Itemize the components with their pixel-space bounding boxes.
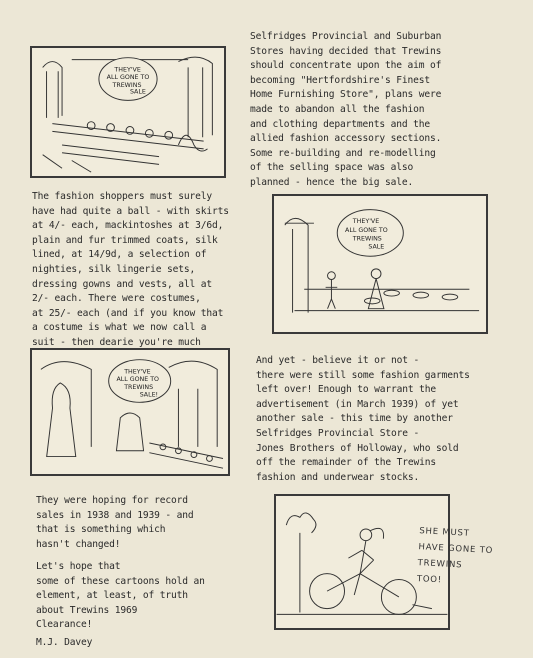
cartoon-shop-interior-drawing <box>32 48 224 176</box>
cartoon-2-bubble-line-4: SALE <box>368 243 385 251</box>
cartoon-empty-store <box>272 194 488 334</box>
cartoon-3-bubble-line-4: SALE! <box>139 391 159 399</box>
cartoon-1-bubble-line-3: TREWINS <box>112 81 142 89</box>
cartoon-2-bubble-line-1: THEY'VE <box>352 218 380 226</box>
paragraph-record-sales: They were hoping for record sales in 1938 and 1939 - and that is something which hasn't changed! <box>36 495 194 550</box>
paragraph-selfridges-plans: Selfridges Provincial and Suburban Stores having decided that Trewins should concentrate upon the aim of becoming "Hertfordshire's Finest Home Furnishing Store", plans were made to abandon all the fashion and clothing departments and the allied fashion accessory sections. Some re-building and re-modelling of the selling space was also planned - hence the big sale. <box>250 31 442 188</box>
author-signature: M.J. Davey <box>36 637 93 648</box>
cartoon-4-caption: SHE MUST HAVE GONE TO TREWINS TOO! <box>416 526 494 586</box>
paragraph-leftover-garments: And yet - believe it or not - there were still some fashion garments left over! Enough to warrant the advertisement (in March 1939) of yet another sale - this time by another Selfridges Provincial Store - Jones Brothers of Holloway, who sold off the remainder of the Trewins fashion and underwear stocks. <box>256 355 470 483</box>
cartoon-3-bubble-line-3: TREWINS <box>124 383 154 391</box>
cartoon-2-bubble-line-2: ALL GONE TO <box>345 226 388 234</box>
cartoon-2-bubble-line-3: TREWINS <box>352 235 382 243</box>
cartoon-1-bubble-line-4: SALE <box>129 88 146 96</box>
cartoon-1-bubble-line-1: THEY'VE <box>114 66 141 74</box>
cartoon-shop-floor <box>30 348 230 476</box>
cartoon-3-bubble-line-1: THEY'VE <box>124 368 151 376</box>
cartoon-1-bubble-line-2: ALL GONE TO <box>106 74 150 82</box>
cartoon-shop-floor-drawing <box>32 350 228 474</box>
cartoon-3-bubble-line-2: ALL GONE TO <box>116 376 159 383</box>
cartoon-empty-store-drawing <box>274 196 486 332</box>
paragraph-fashion-prices: The fashion shoppers must surely have had quite a ball - with skirts at 4/- each, mackintoshes at 3/6d, plain and fur trimmed coats, silk lined, at 14/9d, a selection of nighties, silk lingerie sets, dressing gowns and vests, all at 2/- each. There were costumes, at 25/- each (and if you know that a costume is what we now call a suit - then dearie you're much <box>32 191 229 348</box>
cartoon-shop-interior <box>30 46 226 178</box>
paragraph-closing-hope: Let's hope that some of these cartoons hold an element, at least, of truth about Trewins 1969 Clearance! <box>36 561 205 631</box>
